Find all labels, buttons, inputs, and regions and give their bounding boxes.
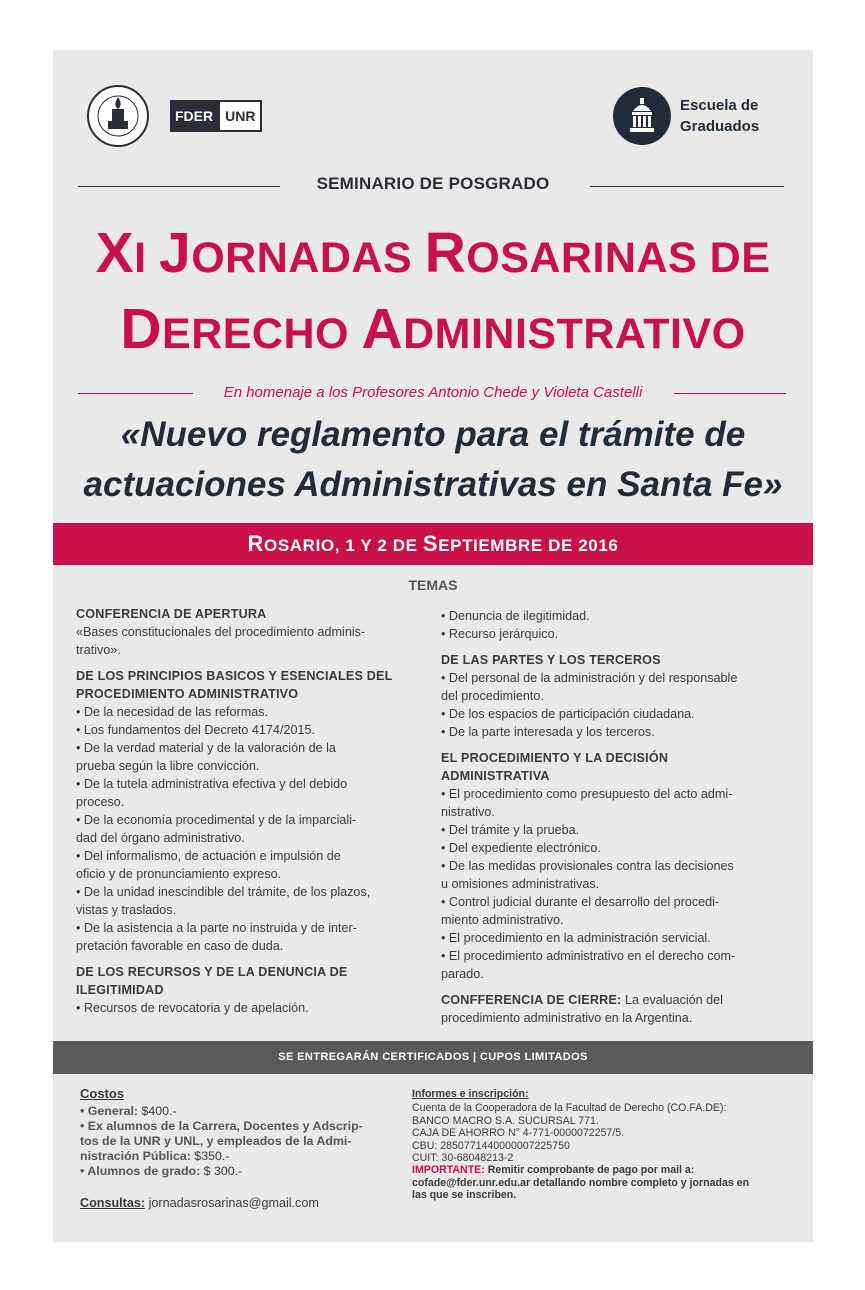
topic-line: vistas y traslados.	[76, 903, 177, 917]
university-seal-icon	[87, 85, 149, 147]
info-line: CUIT: 30-68048213-2	[412, 1152, 514, 1165]
cost-alumni-line2: tos de la UNR y UNL, y empleados de la Admi-	[80, 1134, 352, 1148]
topic-line: • Denuncia de ilegitimidad.	[441, 609, 590, 623]
cost-value: $350.-	[190, 1149, 230, 1163]
topic-line: • Control judicial durante el desarrollo del procedi-	[441, 895, 720, 909]
topic-heading: PROCEDIMIENTO ADMINISTRATIVO	[76, 687, 299, 701]
kicker: SEMINARIO DE POSGRADO	[316, 174, 550, 193]
title-text: OSARINAS DE	[466, 234, 771, 282]
topic-line: • De la asistencia a la parte no instruida y de inter-	[76, 921, 357, 935]
topic-line: oficio y de pronunciamiento expreso.	[76, 867, 282, 881]
topic-heading: DE LOS RECURSOS Y DE LA DENUNCIA DE	[76, 965, 348, 979]
cost-label: nistración Pública:	[80, 1149, 191, 1163]
topic-line: del procedimiento.	[441, 689, 544, 703]
cost-alumni-line3	[80, 1149, 380, 1164]
consultas-label: Consultas:	[80, 1196, 146, 1210]
topic-line: pretación favorable en caso de duda.	[76, 939, 284, 953]
topic-heading: DE LAS PARTES Y LOS TERCEROS	[441, 653, 661, 667]
fder-logo-right: UNR	[218, 100, 262, 132]
topic-heading: CONFFERENCIA DE CIERRE:	[441, 993, 622, 1007]
spacer	[441, 741, 791, 749]
topic-line: parado.	[441, 967, 484, 981]
topic-text: La evaluación del	[621, 993, 723, 1007]
topic-line: • El procedimiento administrativo en el derecho com-	[441, 949, 736, 963]
info-line: CAJA DE AHORRO N° 4-771-0000072257/5.	[412, 1127, 625, 1140]
topic-line: «Bases constitucionales del procedimiento adminis-	[76, 625, 366, 639]
cost-alumni-line1: • Ex alumnos de la Carrera, Docentes y Adscrip-	[80, 1119, 363, 1133]
costs-block	[80, 1086, 380, 1179]
cost-value: $400.-	[138, 1104, 177, 1118]
topic-line: dad del órgano administrativo.	[76, 831, 245, 845]
info-line: Cuenta de la Cooperadora de la Facultad de Derecho (CO.FA.DE):	[412, 1102, 727, 1115]
homenaje-divider-right	[674, 393, 786, 394]
date-band	[53, 523, 813, 565]
spacer	[76, 659, 416, 667]
homenaje: En homenaje a los Profesores Antonio Chede y Violeta Castelli	[223, 384, 643, 401]
spacer	[441, 643, 791, 651]
date-cap: R	[247, 531, 265, 556]
important-label: IMPORTANTE:	[412, 1164, 485, 1177]
cost-general	[80, 1104, 380, 1119]
cost-value: $ 300.-	[200, 1164, 243, 1178]
topic-line: • Del personal de la administración y del responsable	[441, 671, 738, 685]
topic-line: • De la verdad material y de la valoración de la	[76, 741, 336, 755]
spacer	[76, 955, 416, 963]
title-line2	[53, 296, 813, 362]
school-name	[680, 95, 759, 137]
cost-label: • General:	[80, 1104, 139, 1118]
topic-line: • De la unidad inescindible del trámite, de los plazos,	[76, 885, 371, 899]
spacer	[441, 983, 791, 991]
topic-heading: CONFERENCIA DE APERTURA	[76, 607, 267, 621]
consultas-email[interactable]: jornadasrosarinas@gmail.com	[145, 1196, 319, 1210]
cost-label: • Alumnos de grado:	[80, 1164, 201, 1178]
temas-heading: TEMAS	[408, 577, 458, 593]
title-text: DMINISTRATIVO	[403, 310, 746, 358]
topic-line: • El procedimiento en la administración servicial.	[441, 931, 711, 945]
title-cap: J	[159, 221, 192, 285]
topics-right-column	[441, 607, 791, 1027]
title-line1	[53, 220, 813, 286]
topic-heading: EL PROCEDIMIENTO Y LA DECISIÓN	[441, 751, 669, 765]
poster	[53, 50, 813, 1242]
info-block	[412, 1088, 782, 1202]
title-cap: X	[95, 221, 135, 285]
topic-line: nistrativo.	[441, 805, 495, 819]
topics-left-column	[76, 605, 416, 1017]
fder-unr-logo	[170, 100, 262, 132]
topic-line: • De las medidas provisionales contra las decisiones	[441, 859, 734, 873]
topic-line: • De los espacios de participación ciudadana.	[441, 707, 695, 721]
cost-students	[80, 1164, 380, 1179]
topic-line: trativo».	[76, 643, 121, 657]
topic-line: • Los fundamentos del Decreto 4174/2015.	[76, 723, 315, 737]
info-important	[412, 1164, 782, 1176]
info-line: CBU: 2850771440000007225750	[412, 1139, 570, 1152]
topic-line: • Del expediente electrónico.	[441, 841, 601, 855]
topic-line: proceso.	[76, 795, 125, 809]
topic-line: u omisiones administrativas.	[441, 877, 600, 891]
consultas	[80, 1196, 319, 1210]
subtitle-line1: «Nuevo reglamento para el trámite de	[120, 415, 746, 454]
info-heading: Informes e inscripción:	[412, 1088, 529, 1100]
subtitle-line2: actuaciones Administrativas en Santa Fe»	[83, 465, 783, 504]
topic-line: • De la tutela administrativa efectiva y del debido	[76, 777, 348, 791]
topic-line: • Recurso jerárquico.	[441, 627, 559, 641]
certificates-band: SE ENTREGARÁN CERTIFICADOS | CUPOS LIMITADOS	[53, 1041, 813, 1074]
date-text: OSARIO, 1 Y 2 DE	[264, 536, 423, 555]
title-text: I	[134, 234, 160, 282]
date-cap: S	[422, 531, 439, 556]
topic-line: • El procedimiento como presupuesto del acto admi-	[441, 787, 733, 801]
title-text: ERECHO	[162, 310, 362, 358]
important-text: Remitir comprobante de pago por mail a:	[484, 1164, 695, 1177]
title-cap: R	[424, 221, 467, 285]
topic-heading: DE LOS PRINCIPIOS BASICOS Y ESENCIALES DEL	[76, 669, 393, 683]
topic-line: • De la economía procedimental y de la imparciali-	[76, 813, 357, 827]
topic-line: miento administrativo.	[441, 913, 564, 927]
school-name-line2: Graduados	[680, 118, 760, 135]
topic-line: • Recursos de revocatoria y de apelación.	[76, 1001, 309, 1015]
date-text: EPTIEMBRE DE 2016	[438, 536, 619, 555]
fder-logo-left: FDER	[170, 100, 218, 132]
info-line: cofade@fder.unr.edu.ar detallando nombre completo y jornadas en	[412, 1176, 750, 1189]
title-cap: A	[361, 297, 404, 361]
info-line: BANCO MACRO S.A. SUCURSAL 771.	[412, 1114, 599, 1127]
divider-right	[590, 186, 784, 187]
topic-closing	[441, 991, 791, 1009]
costs-heading: Costos	[80, 1086, 125, 1101]
topic-line: procedimiento administrativo en la Argentina.	[441, 1011, 693, 1025]
topic-line: • De la parte interesada y los terceros.	[441, 725, 655, 739]
title-text: ORNADAS	[191, 234, 425, 282]
topic-line: • De la necesidad de las reformas.	[76, 705, 269, 719]
title-cap: D	[120, 297, 163, 361]
info-line: las que se inscriben.	[412, 1189, 517, 1202]
topic-line: • Del trámite y la prueba.	[441, 823, 580, 837]
topic-line: prueba según la libre convicción.	[76, 759, 260, 773]
building-dome-icon	[613, 87, 671, 145]
topic-heading: ILEGITIMIDAD	[76, 983, 164, 997]
topic-line: • Del informalismo, de actuación e impulsión de	[76, 849, 341, 863]
topic-heading: ADMINISTRATIVA	[441, 769, 550, 783]
school-name-line1: Escuela de	[680, 97, 759, 114]
